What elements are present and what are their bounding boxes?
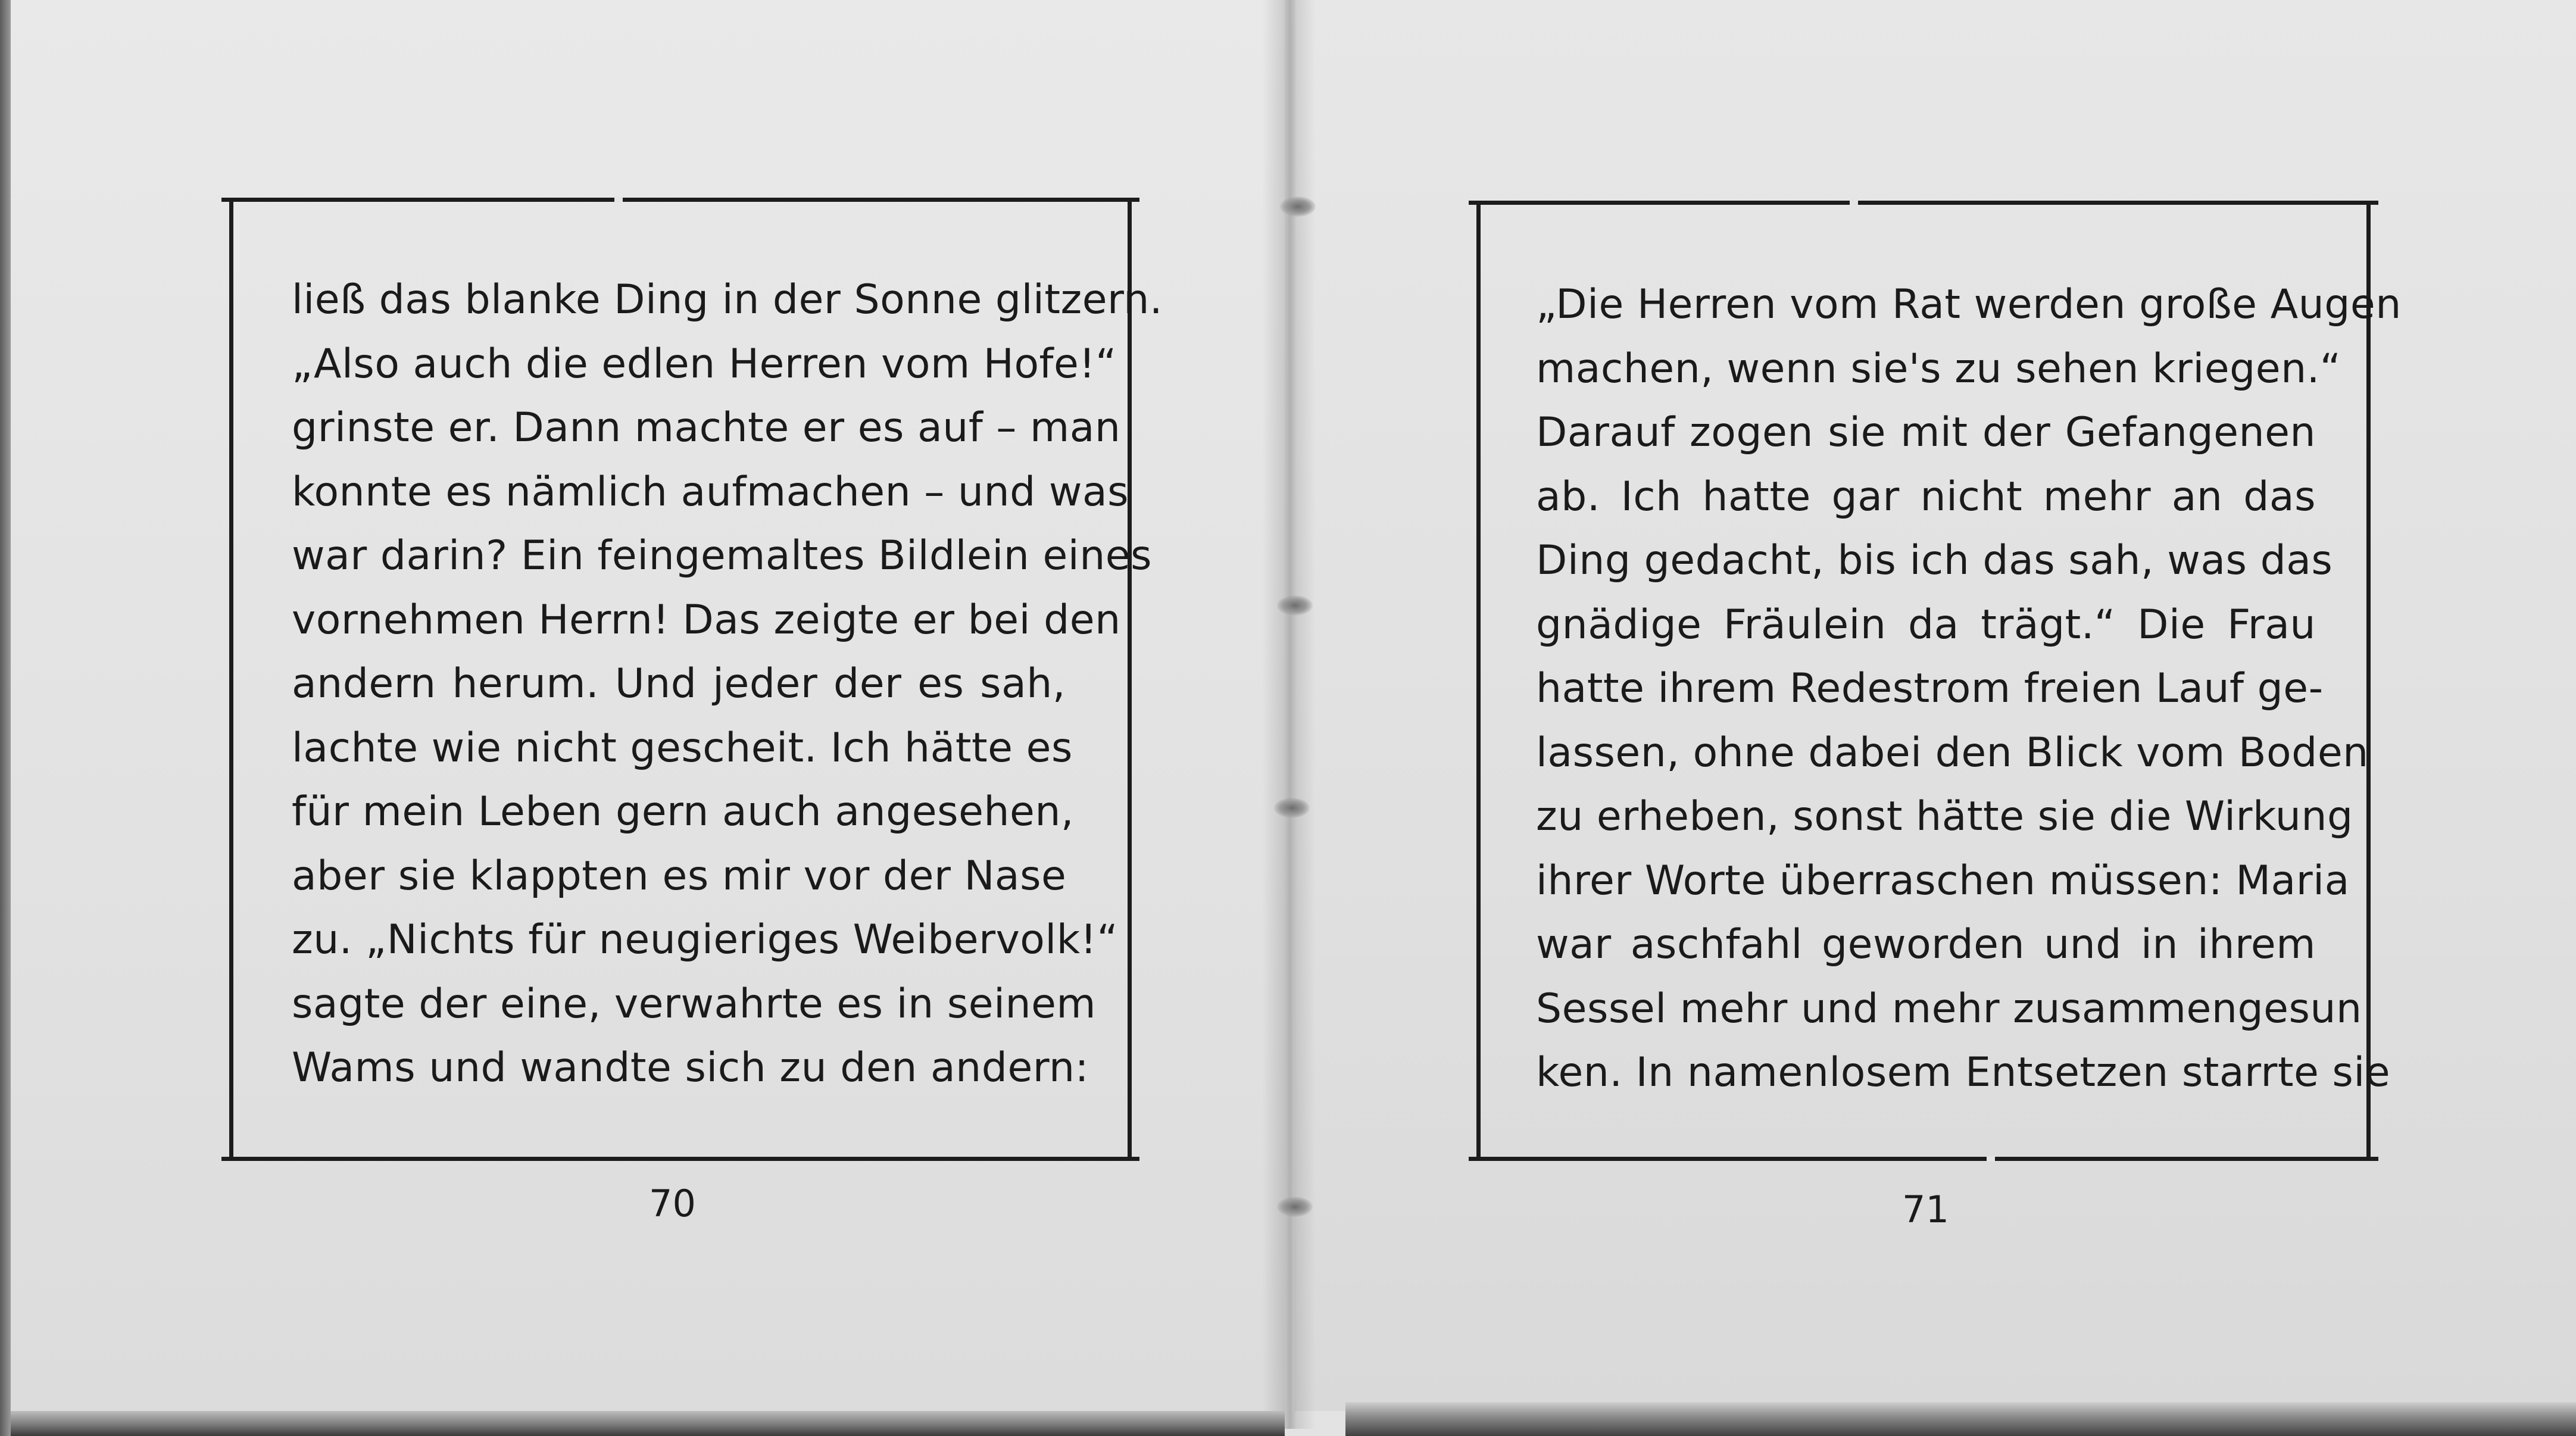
text-line: „Die Herren vom Rat werden große Augen — [1536, 281, 2402, 328]
frame-bottom-rule — [1469, 1157, 2378, 1161]
page-number-right: 71 — [1902, 1188, 1949, 1231]
text-line: aber sie klappten es mir vor der Nase — [292, 852, 1067, 900]
binding-stitch-1 — [1280, 196, 1316, 217]
frame-top-rule — [221, 198, 1139, 202]
binding-stitch-2 — [1277, 595, 1313, 616]
page-edge-bottom-right — [1345, 1402, 2576, 1436]
text-line: ken. In namenlosem Entsetzen starrte sie — [1536, 1049, 2391, 1096]
text-line: war darin? Ein feingemaltes Bildlein eines — [292, 532, 1153, 579]
text-line: Sessel mehr und mehr zusammengesun — [1536, 985, 2362, 1032]
text-line: vornehmen Herrn! Das zeigte er bei den — [292, 596, 1121, 644]
text-line: war aschfahl geworden und in ihrem — [1536, 921, 2316, 968]
text-line: „Also auch die edlen Herren vom Hofe!“ — [292, 340, 1117, 388]
binding-stitch-4 — [1277, 1197, 1313, 1217]
text-line: ab. Ich hatte gar nicht mehr an das — [1536, 473, 2316, 520]
text-line: ließ das blanke Ding in der Sonne glitzern. — [292, 276, 1163, 323]
page-number-left: 70 — [649, 1182, 696, 1225]
frame-rule-gap — [614, 197, 623, 202]
page-edge-bottom-left — [11, 1411, 1285, 1436]
frame-bottom-rule — [221, 1157, 1139, 1161]
text-line: Wams und wandte sich zu den andern: — [292, 1044, 1089, 1091]
text-line: zu erheben, sonst hätte sie die Wirkung — [1536, 793, 2353, 840]
frame-top-rule — [1469, 201, 2378, 205]
text-line: hatte ihrem Redestrom freien Lauf ge- — [1536, 665, 2324, 712]
binding-stitch-3 — [1274, 798, 1310, 818]
text-line: Darauf zogen sie mit der Gefangenen — [1536, 409, 2316, 456]
frame-rule-gap — [1987, 1156, 1995, 1162]
text-line: andern herum. Und jeder der es sah, — [292, 660, 1066, 707]
frame-rule-gap — [1850, 200, 1858, 205]
right-page-text — [1536, 273, 2402, 1105]
text-line: zu. „Nichts für neugieriges Weibervolk!“ — [292, 916, 1119, 963]
text-line: lachte wie nicht gescheit. Ich hätte es — [292, 724, 1073, 772]
text-line: für mein Leben gern auch angesehen, — [292, 788, 1075, 835]
text-line: ihrer Worte überraschen müssen: Maria — [1536, 857, 2350, 904]
cover-edge — [0, 0, 11, 1436]
text-line: machen, wenn sie's zu sehen kriegen.“ — [1536, 345, 2341, 392]
left-page-text — [292, 268, 1163, 1100]
text-line: konnte es nämlich aufmachen – und was — [292, 468, 1129, 516]
text-line: Ding gedacht, bis ich das sah, was das — [1536, 537, 2333, 584]
text-line: gnädige Fräulein da trägt.“ Die Frau — [1536, 601, 2316, 648]
text-line: grinste er. Dann machte er es auf – man — [292, 404, 1121, 451]
text-line: lassen, ohne dabei den Blick vom Boden — [1536, 729, 2369, 776]
text-line: sagte der eine, verwahrte es in seinem — [292, 980, 1097, 1028]
